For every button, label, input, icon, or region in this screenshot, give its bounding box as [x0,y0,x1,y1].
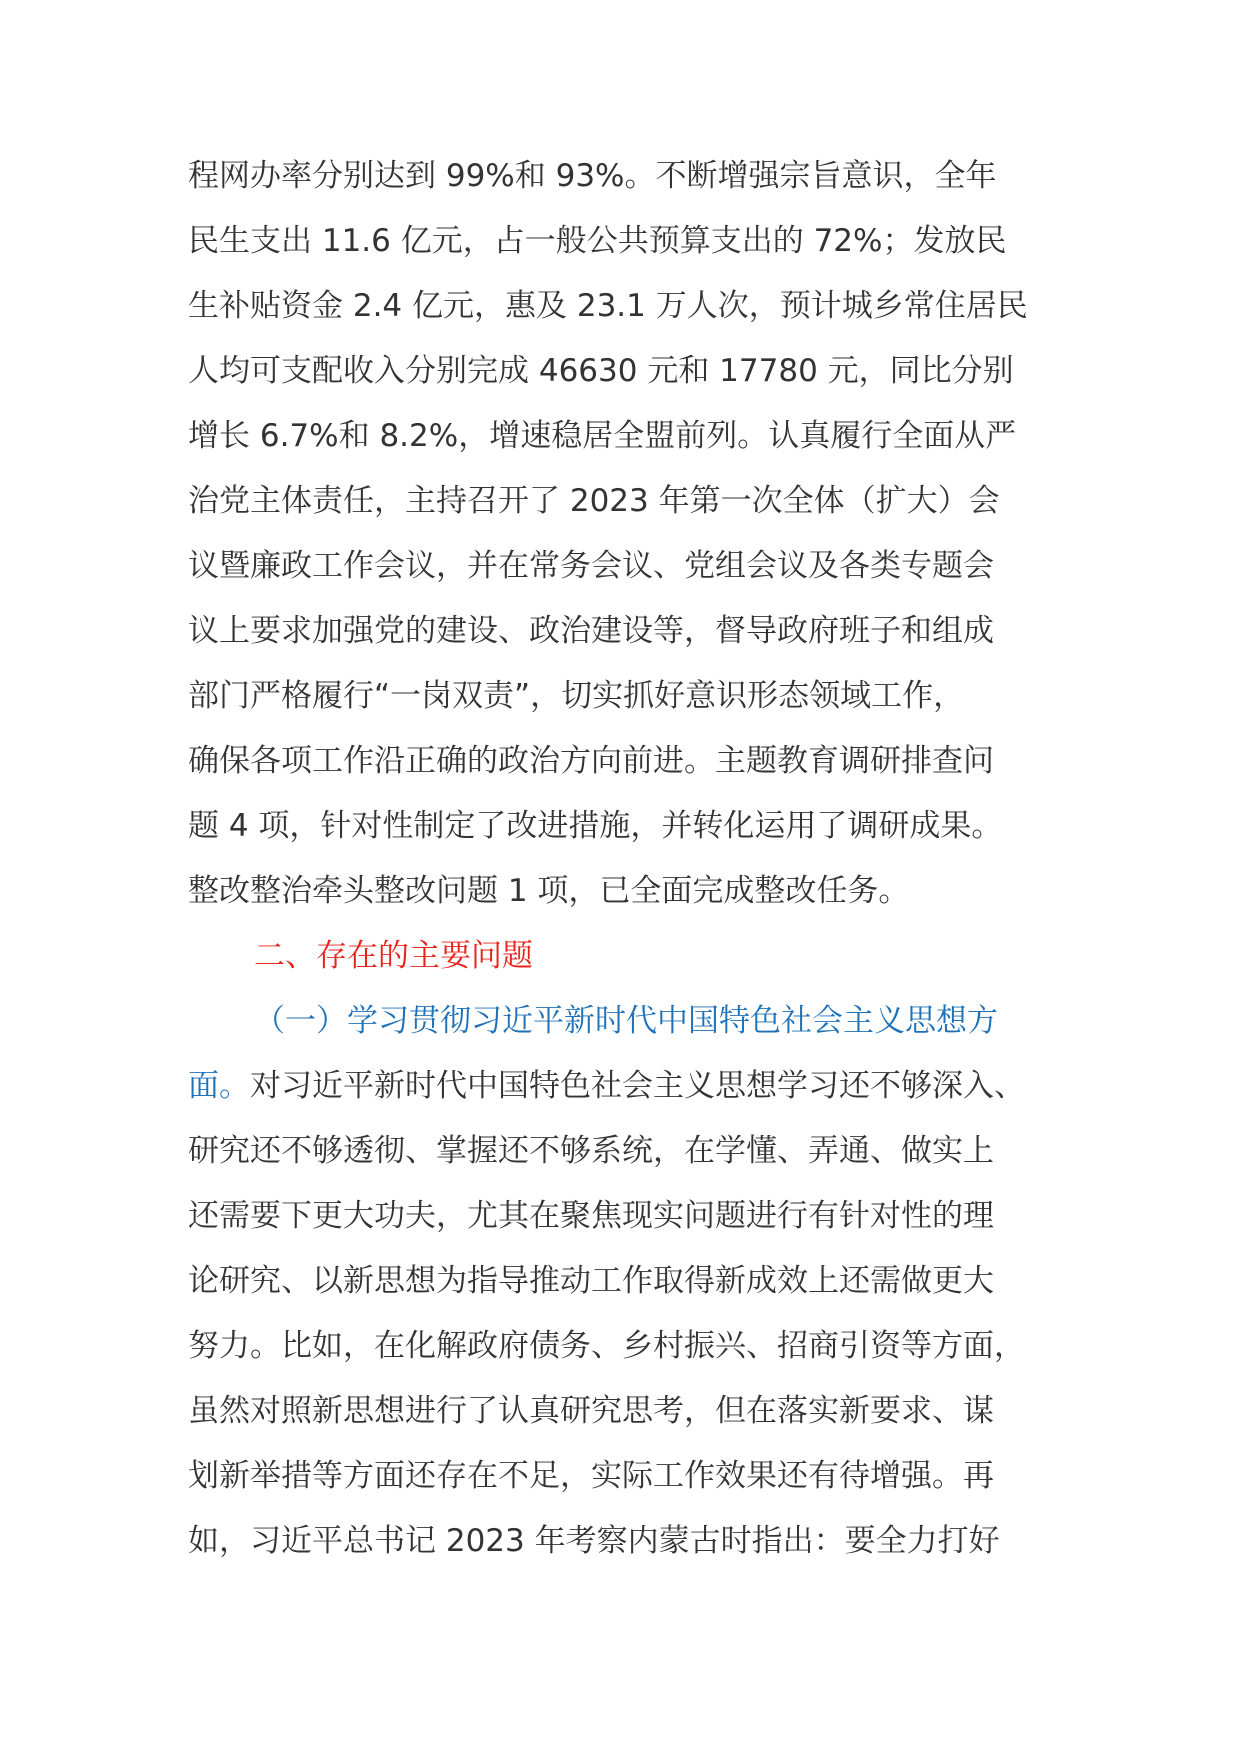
paragraph-line: 部门严格履行“一岗双责”，切实抓好意识形态领域工作， [188,678,965,714]
subsection-heading-end: 面。 [188,1068,250,1104]
paragraph-line: 确保各项工作沿正确的政治方向前进。主题教育调研排查问 [188,743,994,779]
paragraph-line: 议暨廉政工作会议，并在常务会议、党组会议及各类专题会 [188,548,994,584]
paragraph-line: 题 4 项，针对性制定了改进措施，并转化运用了调研成果。 [188,808,1003,844]
document-body [188,144,1068,1574]
paragraph-line: 论研究、以新思想为指导推动工作取得新成效上还需做更大 [188,1263,994,1299]
paragraph-line: 如，习近平总书记 2023 年考察内蒙古时指出：要全力打好 [188,1523,1000,1559]
paragraph-line: 整改整治牵头整改问题 1 项，已全面完成整改任务。 [188,873,910,909]
paragraph-line: 生补贴资金 2.4 亿元，惠及 23.1 万人次，预计城乡常住居民 [188,288,1028,324]
paragraph-line: 虽然对照新思想进行了认真研究思考，但在落实新要求、谋 [188,1393,994,1429]
paragraph-line: 议上要求加强党的建设、政治建设等，督导政府班子和组成 [188,613,994,649]
paragraph-line: 民生支出 11.6 亿元，占一般公共预算支出的 72%；发放民 [188,223,1007,259]
paragraph-line: 还需要下更大功夫，尤其在聚焦现实问题进行有针对性的理 [188,1198,994,1234]
paragraph-line: 划新举措等方面还存在不足，实际工作效果还有待增强。再 [188,1458,994,1494]
paragraph-line: 人均可支配收入分别完成 46630 元和 17780 元，同比分别 [188,353,1014,389]
paragraph-line: 努力。比如，在化解政府债务、乡村振兴、招商引资等方面， [188,1328,1025,1364]
paragraph-line: 研究还不够透彻、掌握还不够系统，在学懂、弄通、做实上 [188,1133,994,1169]
paragraph-line: 增长 6.7%和 8.2%，增速稳居全盟前列。认真履行全面从严 [188,418,1017,454]
subsection-heading: （一）学习贯彻习近平新时代中国特色社会主义思想方 [254,1003,998,1039]
paragraph-line: 程网办率分别达到 99%和 93%。不断增强宗旨意识，全年 [188,158,997,194]
paragraph-line: 治党主体责任，主持召开了 2023 年第一次全体（扩大）会 [188,483,1000,519]
section-heading: 二、存在的主要问题 [254,938,533,974]
paragraph-text: 对习近平新时代中国特色社会主义思想学习还不够深入、 [250,1068,1025,1104]
paragraph-line [188,1054,1068,1119]
